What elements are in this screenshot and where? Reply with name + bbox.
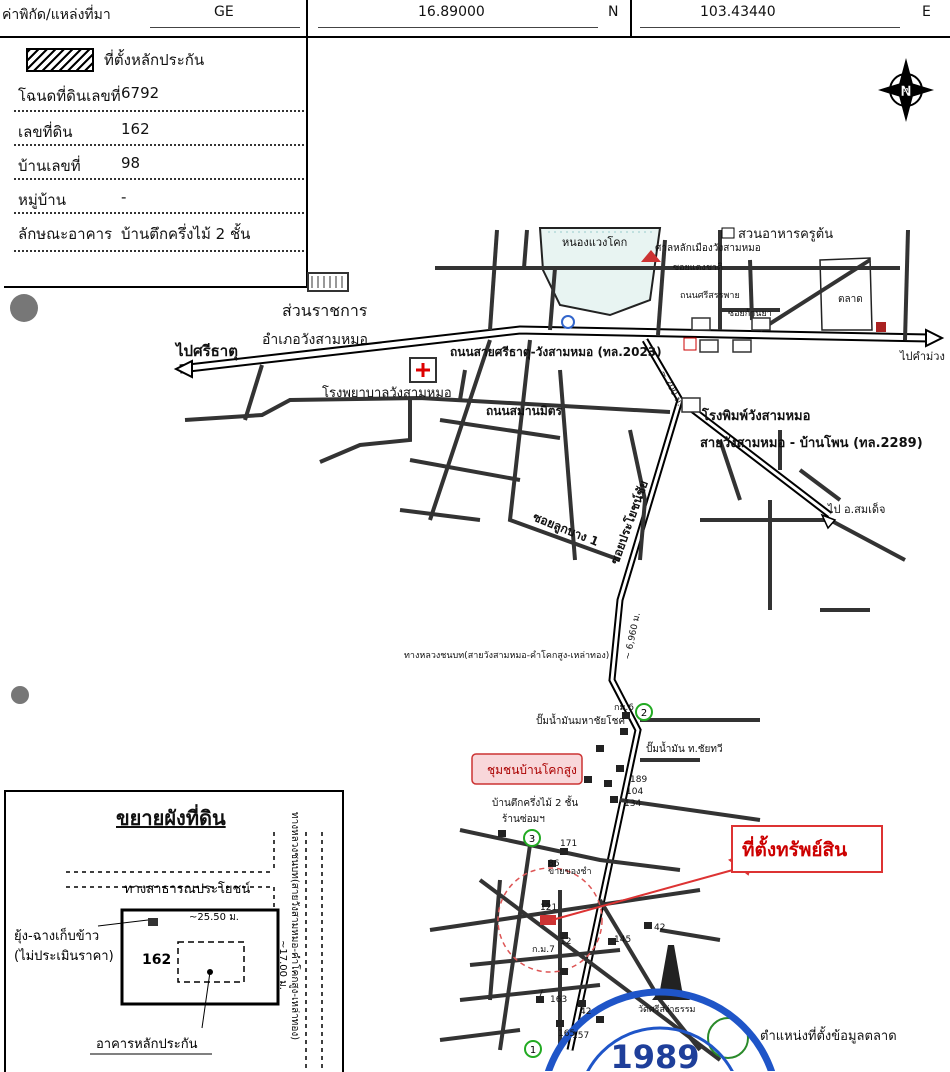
gas2-label: ปั๊มน้ำมัน ท.ชัยทวี [646,744,723,755]
market-label: ตลาด [838,294,863,305]
main-road-label: ถนนสายศรีธาตุ-วังสามหมอ (ทล.2023) [450,345,662,359]
to-srithat-label: ไปศรีธาตุ [176,342,238,360]
hospital-label: โรงพยาบาลวังสามหมอ [322,386,452,401]
svg-text:2: 2 [640,708,648,719]
gas1-label: ปั๊มน้ำมันมหาชัยโชค [536,716,626,727]
svg-text:189: 189 [630,775,648,785]
gov-office-label-2: อำเภอวังสามหมอ [262,332,368,348]
collateral-building-label: อาคารหลักประกัน [96,1037,198,1052]
svg-text:1: 1 [529,1045,537,1056]
dist-200-label: ~ 200 ม. [657,368,685,409]
svg-text:171: 171 [560,839,578,849]
village-label: หมู่บ้าน [18,191,66,209]
legend-label: ที่ตั้งหลักประกัน [104,51,205,69]
svg-text:163: 163 [550,995,568,1005]
hospital-icon [410,358,436,382]
grocery-label: ขายของชำ [548,867,592,877]
coord-source-label: ค่าพิกัด/แหล่งที่มา [2,7,111,23]
depth-label: ~17.00 ม. [277,940,288,990]
km6-label: กม.6 [614,703,634,713]
land-zoom-inset [4,790,344,1072]
svg-text:42: 42 [654,923,666,933]
width-label: ~25.50 ม. [189,912,239,923]
restaurant-label: สวนอาหารครูต้น [738,227,834,242]
svg-text:165: 165 [558,1029,576,1039]
road-soi-label: ซอยก้านยา [728,309,772,319]
house-no-label: บ้านเลขที่ [18,157,81,175]
temple-label: วัดศรีสง่าธรรม [638,1005,696,1015]
market-marker-2 [636,704,652,720]
longitude: 103.43440 [700,4,776,20]
building-type: บ้านตึกครึ่งไม้ 2 ชั้น [121,225,251,243]
latitude: 16.89000 [418,4,485,20]
zoom-title: ขยายผังที่ดิน [116,806,226,830]
svg-text:86: 86 [548,859,560,869]
dist-6960-label: ~ 6,960 ม. [623,611,643,661]
village: - [121,188,127,206]
building-type-label: ลักษณะอาคาร [18,225,113,243]
road-vertical-lines [306,832,322,1072]
coord-source: GE [214,4,234,20]
scan-hole-icon [10,294,38,322]
shrine-label: ศาลหลักเมืองวังสามหมอ [655,243,761,254]
road-sammakhon-label: ถนนสมานมิตร [486,404,562,418]
svg-text:12: 12 [560,937,572,947]
svg-text:145: 145 [614,935,632,945]
svg-text:104: 104 [626,787,644,797]
house-2f-label: บ้านตึกครึ่งไม้ 2 ชั้น [492,798,579,809]
to-somdet-label: ไป อ.สมเด็จ [828,503,886,516]
soi-prachai-label: ซอยประโยชน์ชัย [607,478,651,567]
market-data-label: ตำแหน่งที่ตั้งข้อมูลตลาด [760,1029,897,1044]
seven-eleven-icon [684,338,696,350]
svg-text:134: 134 [624,799,642,809]
svg-text:121: 121 [540,903,558,913]
deed-label: โฉนดที่ดินเลขที่ [18,87,121,105]
road-chatpat-label: ซอยแดงชาติ [673,263,723,273]
deed-no: 6792 [121,84,160,102]
road-srirakha-label: ถนนศรีสรรพาย [680,291,740,301]
svg-text:157: 157 [572,1031,590,1041]
rural-road-label: ทางหลวงชนบท(สายวังสามหมอ-คำโคกสูง-เหล่าทอง) [404,651,610,661]
gov-office-label-1: ส่วนราชการ [282,301,368,320]
pond-label: หนองแวงโคก [562,236,628,249]
pin-icon [562,316,574,328]
barn-icon [148,918,158,926]
stamp-year: 1989 [610,1038,700,1071]
market-shop-icon [876,322,886,332]
repair-shop-label: ร้านซ่อมฯ [502,814,545,825]
government-office-icon [308,273,348,291]
mail-icon [722,228,734,238]
land-no-label: เลขที่ดิน [18,123,73,141]
lot-number: 162 [142,952,172,968]
road-vertical-label: ทางหลวงชนบท(สายวังสามหมอ-คำโคกสูง-เหล่าทอง) [289,812,300,1041]
market-marker-1 [525,1041,541,1057]
latitude-dir: N [608,4,619,20]
printing-label: โรงพิมพ์วังสามหมอ [702,409,811,424]
land-no: 162 [121,120,150,138]
km7-label: ก.ม.7 [532,945,555,955]
compass-label: N [900,84,912,100]
svg-text:42: 42 [580,1007,592,1017]
community-label: ชุมชนบ้านโคกสูง [487,763,577,777]
scan-hole-icon [11,686,29,704]
svg-text:3: 3 [528,834,536,845]
soi-luk-label: ซอยลูกบาง 1 [530,509,601,549]
printing-house-icon [682,398,700,412]
barn-note: (ไม่ประเมินราคา) [14,949,114,964]
to-kham-muang-label: ไปคำม่วง [900,350,945,363]
longitude-dir: E [922,4,931,20]
svg-text:7: 7 [538,989,544,999]
north-arrow-icon [878,58,934,122]
house-no: 98 [121,154,141,172]
public-way-label: ทางสาธารณประโยชน์ [124,882,251,897]
barn-label: ยุ้ง-ฉางเก็บข้าว [14,929,100,944]
road-2289-label: สายวังสามหมอ - บ้านโพน (ทล.2289) [700,436,923,451]
property-location-label: ที่ตั้งทรัพย์สิน [742,839,848,861]
market-marker-3 [524,830,540,846]
